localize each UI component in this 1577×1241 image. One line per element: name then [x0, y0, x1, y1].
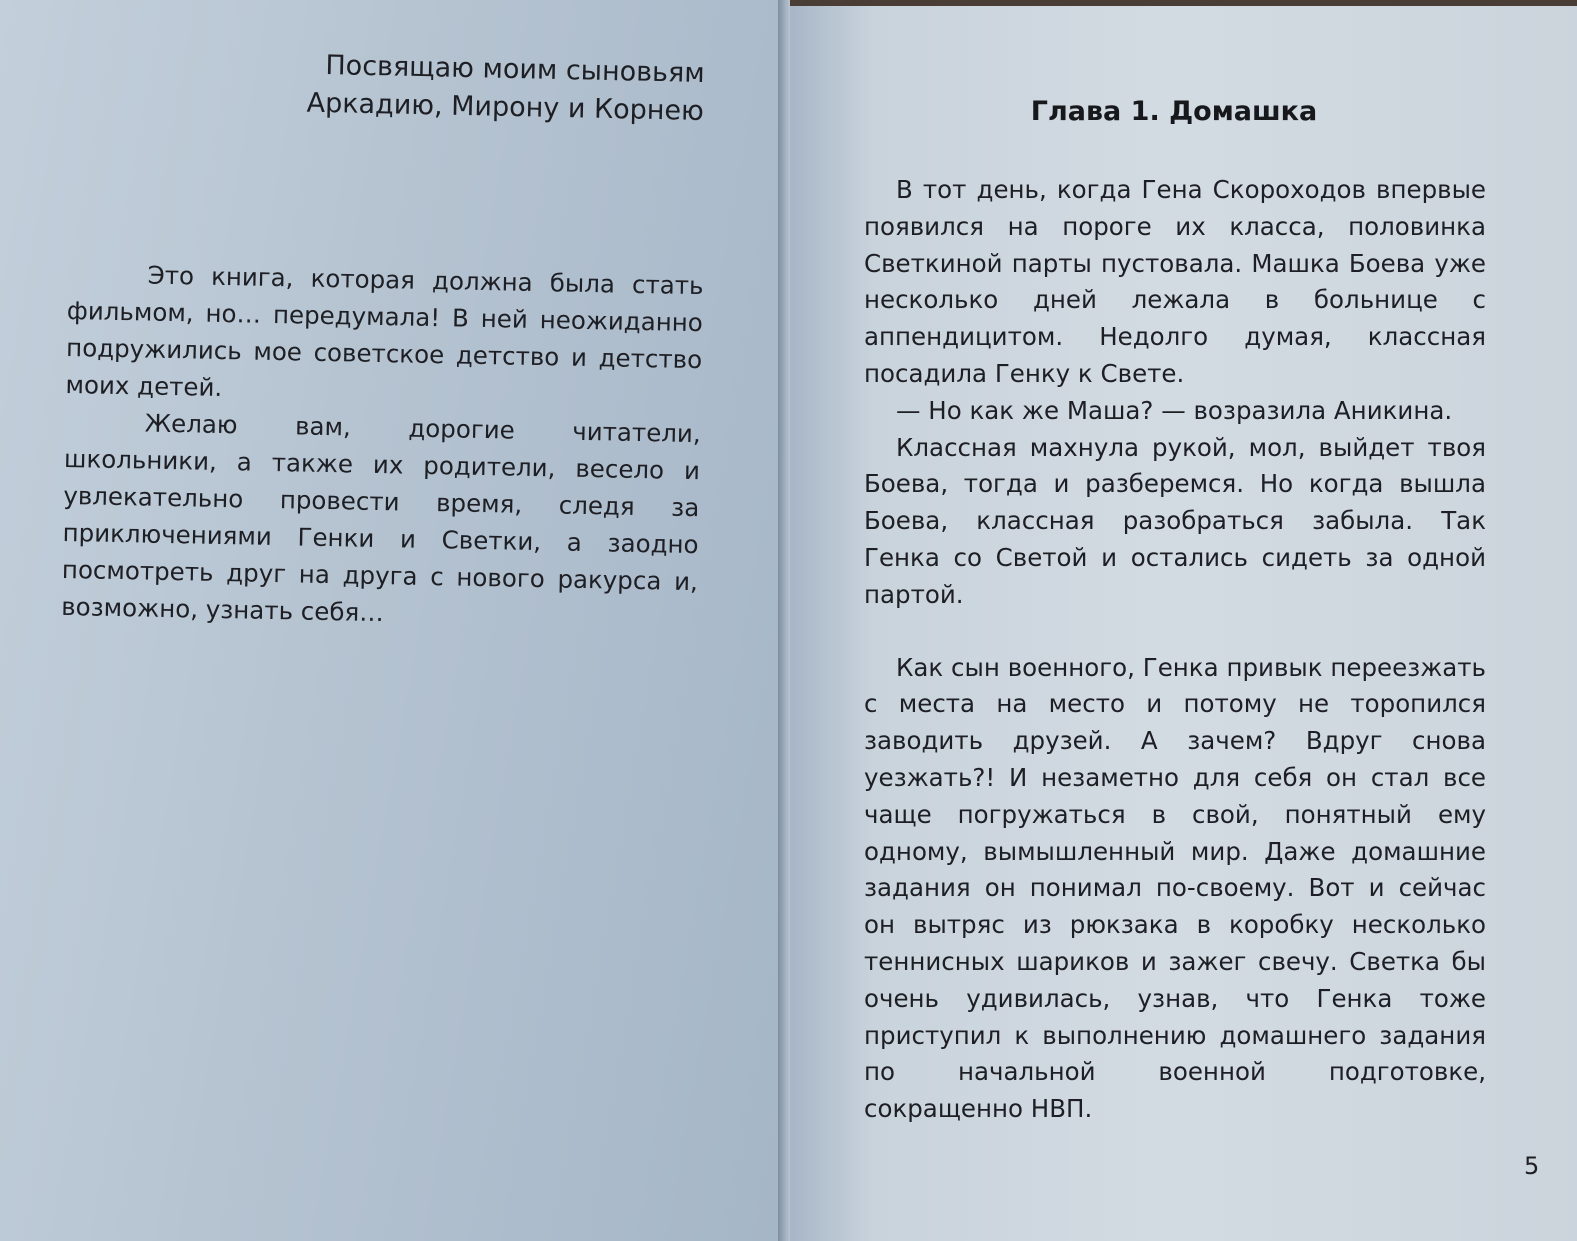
dedication-line: Аркадию, Мирону и Корнею — [306, 87, 705, 127]
preface — [61, 255, 704, 637]
body-paragraph: Как сын военного, Генка привык переезжать с места на место и потому не торопился заводить друзей. А зачем? Вдруг снова уезжать?! И незаметно для себя он стал все чаще погружаться в свой, понятный ему одному, вымышленный мир. Даже домашние задания он понимал по-своему. Вот и сейчас он вытряс из рюкзака в коробку несколько теннисных шариков и зажег свечу. Светка бы очень удивилась, узнав, что Генка тоже приступил к выполнению домашнего задания по начальной военной подготовке, сокращенно НВП. — [864, 652, 1486, 1124]
page-top-edge — [790, 0, 1577, 6]
body-paragraph: В тот день, когда Гена Скороходов впервые появился на пороге их класса, половинка Светкиной парты пустовала. Машка Боева уже несколько дней лежала в больнице с аппендицитом. Недолго думая, классная посадила Генку к Свете. — [864, 175, 1486, 388]
preface-paragraph: Это книга, которая должна была стать фильмом, но… передумала! В ней неожиданно подружились мое советское детство и детство моих детей. — [65, 260, 704, 402]
dedication — [288, 46, 705, 131]
body-paragraph: Классная махнула рукой, мол, выйдет твоя Боева, тогда и разберемся. Но когда вышла Боева, классная разобраться забыла. Так Генка со Светой и остались сидеть за одной партой. — [864, 432, 1486, 609]
chapter-body — [864, 172, 1486, 1128]
chapter-title: Глава 1. Домашка — [1030, 96, 1318, 127]
book-spine — [778, 0, 790, 1241]
paragraph-gap — [864, 614, 1486, 650]
page-number: 5 — [1524, 1152, 1540, 1180]
body-paragraph: — Но как же Маша? — возразила Аникина. — [896, 395, 1453, 425]
preface-paragraph: Желаю вам, дорогие читатели, школьники, а также их родители, весело и увлекательно провести время, следя за приключениями Генки и Светки, а заодно посмотреть друг на друга с нового ракурса и, возможно, узнать себя… — [60, 408, 701, 628]
dedication-line: Посвящаю моим сыновьям — [325, 50, 705, 89]
